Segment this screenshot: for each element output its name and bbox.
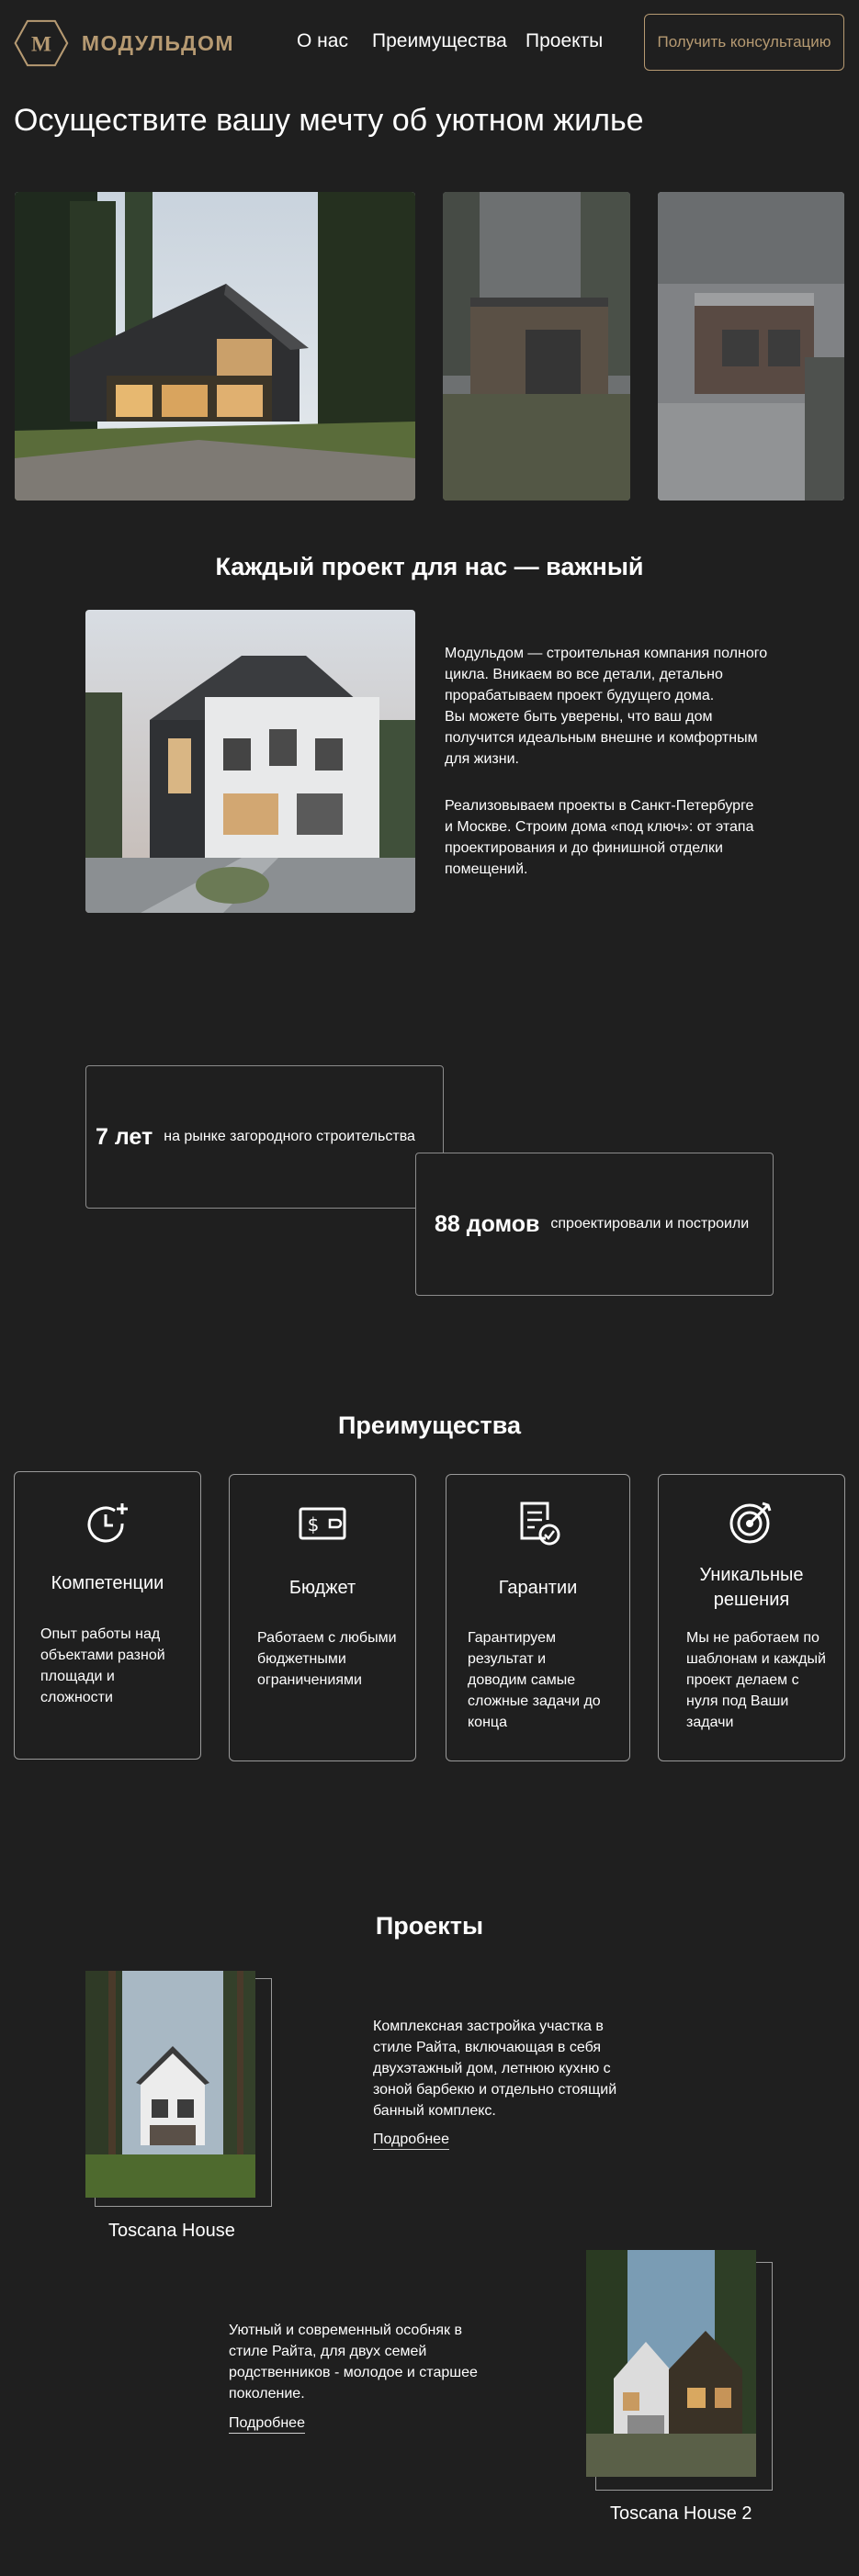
stat-houses-label: спроектировали и построили: [550, 1216, 750, 1232]
advantage-card-unique: [658, 1474, 845, 1761]
hero-title: Осуществите вашу мечту об уютном жилье: [14, 103, 644, 138]
project-1-description: Комплексная застройка участка в стиле Райта, включающая в себя двухэтажный дом, летнюю кухню с зоной барбекю и отдельно стоящий банный комплекс.: [373, 2019, 617, 2119]
advantage-desc-budget: Работаем с любыми бюджетными ограничениями: [257, 1630, 397, 1688]
advantage-title-guarantee: Гарантии: [498, 1578, 578, 1598]
about-title: Каждый проект для нас — важный: [215, 553, 644, 580]
advantage-title-budget: Бюджет: [288, 1578, 356, 1598]
project-1-name: Toscana House: [108, 2221, 235, 2241]
hero-image-2: [443, 192, 630, 501]
advantage-card-competence: [14, 1471, 201, 1760]
consultation-button[interactable]: Получить консультацию: [644, 14, 844, 71]
project-2-more-link[interactable]: Подробнее: [229, 2415, 305, 2434]
project-2-description: Уютный и современный особняк в стиле Райта, для двух семей родственников - молодое и старшее поколение.: [229, 2323, 478, 2402]
stat-years: [85, 1065, 444, 1209]
stat-houses: [415, 1153, 774, 1296]
nav-about[interactable]: О нас: [297, 30, 348, 51]
svg-text:$: $: [307, 1513, 320, 1535]
dollar-card-icon: [299, 1500, 346, 1547]
advantage-card-guarantee: [446, 1474, 630, 1761]
document-check-icon: [514, 1500, 562, 1547]
about-image: [85, 610, 415, 913]
nav-projects[interactable]: Проекты: [526, 30, 604, 51]
stat-years-value: 7 лет: [96, 1123, 153, 1150]
advantage-desc-guarantee: Гарантируем результат и доводим самые сложные задачи до конца: [468, 1630, 601, 1730]
target-icon: [728, 1498, 775, 1546]
about-paragraph-2: Реализовываем проекты в Санкт-Петербурге и Москве. Строим дома «под ключ»: от этапа проектирования и до финишной отделки помещений.: [445, 798, 754, 877]
project-1-image[interactable]: [85, 1971, 255, 2198]
project-2-name: Toscana House 2: [610, 2503, 752, 2524]
project-1-more-link[interactable]: Подробнее: [373, 2132, 449, 2150]
logo-letter: М: [30, 32, 51, 57]
about-paragraph-1: Модульдом — строительная компания полного цикла. Вникаем во все детали, детально прорабатываем проект будущего дома. Вы можете быть уверены, что ваш дом получится идеальным внешне и комфортным для жизни.: [445, 646, 768, 767]
logo[interactable]: [14, 15, 234, 72]
logo-hexagon-icon: [14, 15, 69, 72]
advantages-title: Преимущества: [337, 1412, 522, 1439]
advantage-desc-unique: Мы не работаем по шаблонам и каждый проект делаем с нуля под Ваши задачи: [686, 1630, 826, 1730]
clock-plus-icon: [84, 1500, 131, 1547]
advantage-title-unique: Уникальные решения: [699, 1565, 804, 1610]
hero-image-3: [658, 192, 844, 501]
stat-houses-value: 88 домов: [435, 1210, 540, 1237]
advantage-desc-competence: Опыт работы над объектами разной площади и сложности: [40, 1626, 165, 1705]
stat-years-label: на рынке загородного строительства: [164, 1129, 415, 1144]
hero-image-main: [15, 192, 415, 501]
logo-text: МОДУЛЬДОМ: [81, 30, 234, 55]
advantage-title-competence: Компетенции: [51, 1573, 164, 1593]
projects-title: Проекты: [375, 1912, 484, 1940]
advantage-card-budget: [229, 1474, 416, 1761]
nav-advantages[interactable]: Преимущества: [372, 30, 507, 51]
project-2-image[interactable]: [586, 2250, 756, 2477]
